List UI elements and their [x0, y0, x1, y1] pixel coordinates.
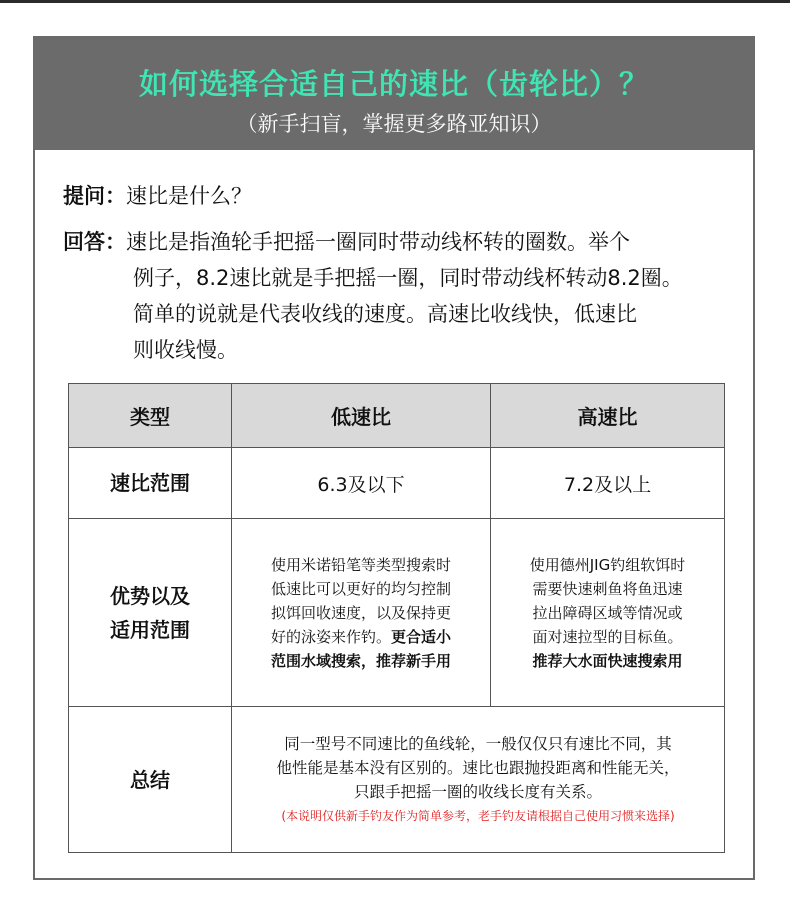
- header-type: 类型: [69, 384, 232, 448]
- advantage-high-line-1: 使用德州JIG钓组软饵时: [529, 555, 686, 574]
- advantage-high-line-3: 拉出障碍区域等情况或: [532, 603, 683, 622]
- advantage-high-text: [491, 519, 725, 707]
- header-low-ratio: 低速比: [232, 384, 491, 448]
- advantage-low-line-4-normal: 好的泳姿来作钓。: [270, 627, 391, 646]
- range-label: 速比范围: [69, 448, 232, 519]
- table-header-row: [69, 384, 725, 448]
- answer-line-1: [63, 224, 743, 260]
- question-text: 速比是什么？: [126, 184, 252, 208]
- answer-text-1: 速比是指渔轮手把摇一圈同时带动线杯转的圈数。举个: [126, 230, 630, 254]
- answer-label: 回答：: [63, 230, 126, 254]
- advantage-high-bold: 推荐大水面快速搜索用: [532, 651, 683, 670]
- page-subtitle: （新手扫盲，掌握更多路亚知识）: [236, 112, 552, 136]
- answer-line-2: 例子，8.2速比就是手把摇一圈，同时带动线杯转动8.2圈。: [133, 266, 683, 290]
- advantage-label: [69, 519, 232, 707]
- answer-block: [63, 224, 743, 368]
- content-frame: [33, 36, 755, 880]
- summary-text: [232, 707, 725, 853]
- question-block: [63, 178, 743, 214]
- advantage-low-line-4: [232, 625, 490, 649]
- advantage-low-line-4-bold: 更合适小: [391, 627, 452, 646]
- answer-line-4: 则收线慢。: [133, 338, 238, 362]
- advantage-label-line-2: 适用范围: [110, 617, 190, 642]
- range-high-value: 7.2及以上: [491, 448, 725, 519]
- advantage-label-line-1: 优势以及: [110, 583, 190, 608]
- question-label: 提问：: [63, 184, 126, 208]
- answer-line-3: 简单的说就是代表收线的速度。高速比收线快，低速比: [133, 302, 637, 326]
- advantage-low-line-1: 使用米诺铅笔等类型搜索时: [270, 555, 451, 574]
- page-title: 如何选择合适自己的速比（齿轮比）？: [138, 67, 649, 101]
- advantage-low-line-2: 低速比可以更好的均匀控制: [270, 579, 451, 598]
- comparison-table: [68, 383, 725, 853]
- header-high-ratio: 高速比: [491, 384, 725, 448]
- summary-label: 总结: [69, 707, 232, 853]
- top-divider: [0, 0, 790, 3]
- table-row-range: [69, 448, 725, 519]
- summary-line-2: 他性能是基本没有区别的。速比也跟抛投距离和性能无关，: [276, 758, 680, 777]
- advantage-high-line-4: 面对速拉型的目标鱼。: [532, 627, 683, 646]
- advantage-low-text: [232, 519, 491, 707]
- summary-line-1: 同一型号不同速比的鱼线轮，一般仅仅只有速比不同，其: [284, 734, 672, 753]
- advantage-low-line-5: 范围水域搜索，推荐新手用: [270, 651, 451, 670]
- range-low-value: 6.3及以下: [232, 448, 491, 519]
- table-row-summary: [69, 707, 725, 853]
- summary-line-3: 只跟手把摇一圈的收线长度有关系。: [353, 782, 602, 801]
- table-row-advantage: [69, 519, 725, 707]
- title-banner: [35, 38, 753, 150]
- summary-note: (本说明仅供新手钓友作为简单参考，老手钓友请根据自己使用习惯来选择): [281, 808, 675, 823]
- advantage-high-line-2: 需要快速刺鱼将鱼迅速: [532, 579, 683, 598]
- advantage-low-line-3: 拟饵回收速度，以及保持更: [270, 603, 451, 622]
